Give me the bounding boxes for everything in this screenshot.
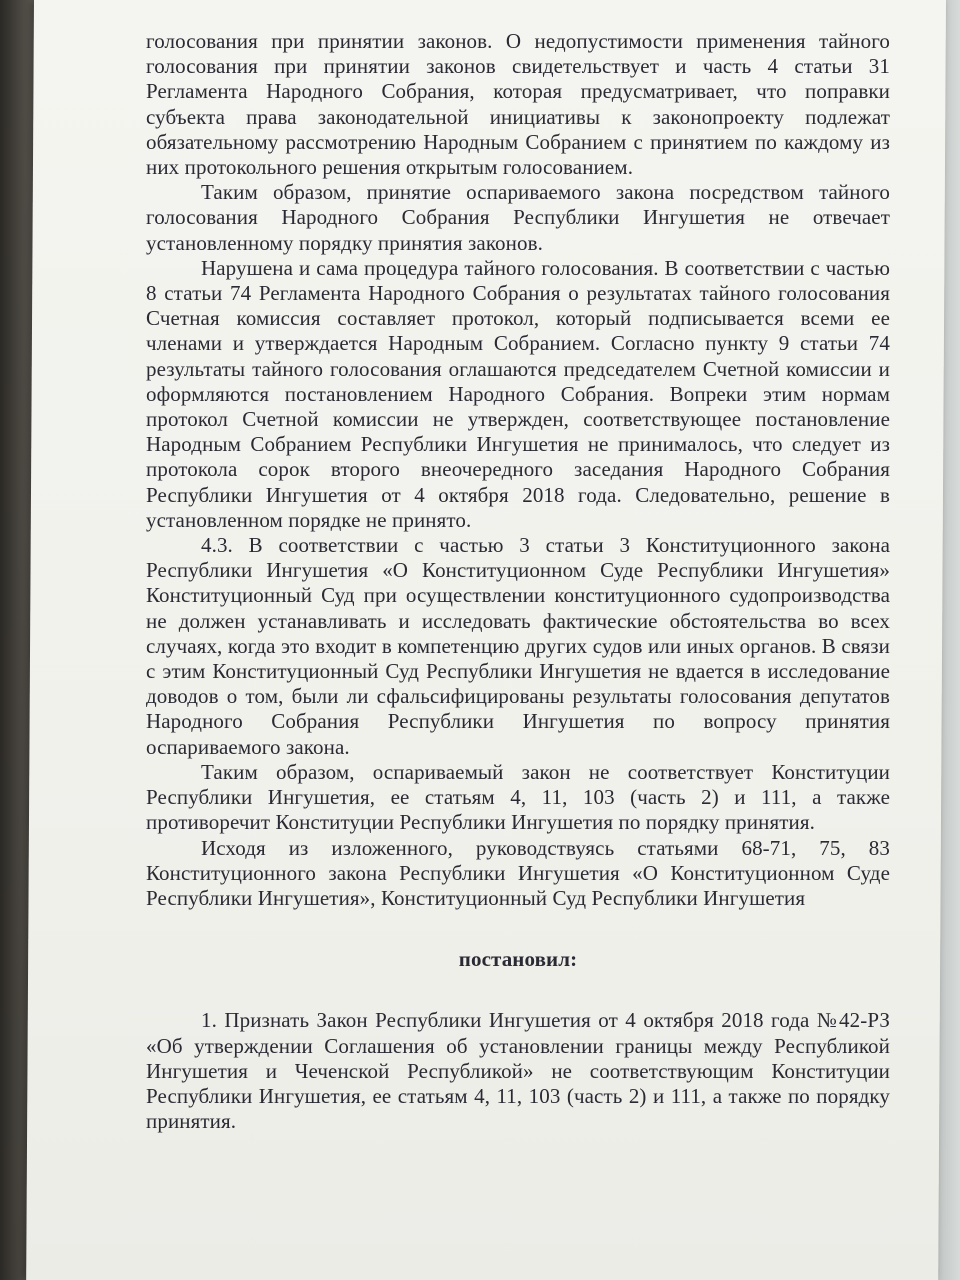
paragraph-procedure-violation: Нарушена и сама процедура тайного голосования. В соответствии с частью 8 статьи 74 Регламента Народного Собрания о результатах тайного голосования Счетная комиссия составляет протокол, который подписывается всеми ее членами и утверждается Народным Собранием. Согласно пункту 9 статьи 74 результаты тайного голосования оглашаются председателем Счетной комиссии и оформляются постановлением Народного Собрания. Вопреки этим нормам протокол Счетной комиссии не утвержден, соответствующее постановление Народным Собранием Республики Ингушетия не принималось, что следует из протокола сорок второго внеочередного заседания Народного Собрания Республики Ингушетия от 4 октября 2018 года. Следовательно, решение в установленном порядке не принято. bbox=[146, 255, 890, 532]
resolution-heading: постановил: bbox=[458, 947, 578, 972]
paragraph-grounds: Исходя из изложенного, руководствуясь статьями 68-71, 75, 83 Конституционного закона Республики Ингушетия «О Конституционном Суде Республики Ингушетия», Конституционный Суд Республики Ингушетия bbox=[146, 835, 890, 910]
paragraph-conclusion-nonconformity: Таким образом, оспариваемый закон не соответствует Конституции Республики Ингушетия, ее статьям 4, 11, 103 (часть 2) и 111, а также противоречит Конституции Республики Ингушетия по порядку принятия. bbox=[146, 759, 890, 835]
paragraph-section-4-3: 4.3. В соответствии с частью 3 статьи 3 Конституционного закона Республики Ингушетия «О Конституционном Суде Республики Ингушетия» Конституционный Суд при осуществлении конституционного судопроизводства не должен устанавливать и исследовать фактические обстоятельства во всех случаях, когда это входит в компетенцию других судов или иных органов. В связи с этим Конституционный Суд Республики Ингушетия не вдается в исследование доводов о том, были ли сфальсифицированы результаты голосования депутатов Народного Собрания Республики Ингушетия по вопросу принятия оспариваемого закона. bbox=[146, 533, 890, 759]
resolution-item-1: 1. Признать Закон Республики Ингушетия от 4 октября 2018 года №42-РЗ «Об утверждении Соглашения об установлении границы между Республикой Ингушетия и Чеченской Республикой» не соответствующим Конституции Республики Ингушетия, ее статьям 4, 11, 103 (часть 2) и 111, а также по порядку принятия. bbox=[146, 1008, 890, 1134]
paragraph-conclusion-secret-vote: Таким образом, принятие оспариваемого закона посредством тайного голосования Народного Собрания Республики Ингушетия не отвечает установленному порядку принятия законов. bbox=[146, 180, 890, 255]
paragraph-continuation: голосования при принятии законов. О недопустимости применения тайного голосования при принятии законов свидетельствует и часть 4 статьи 31 Регламента Народного Собрания, которая предусматривает, что поправки субъекта права законодательной инициативы к законопроекту подлежат обязательному рассмотрению Народным Собранием с принятием по каждому из них протокольного решения открытым голосованием. bbox=[146, 29, 890, 180]
document-body bbox=[146, 29, 890, 1134]
